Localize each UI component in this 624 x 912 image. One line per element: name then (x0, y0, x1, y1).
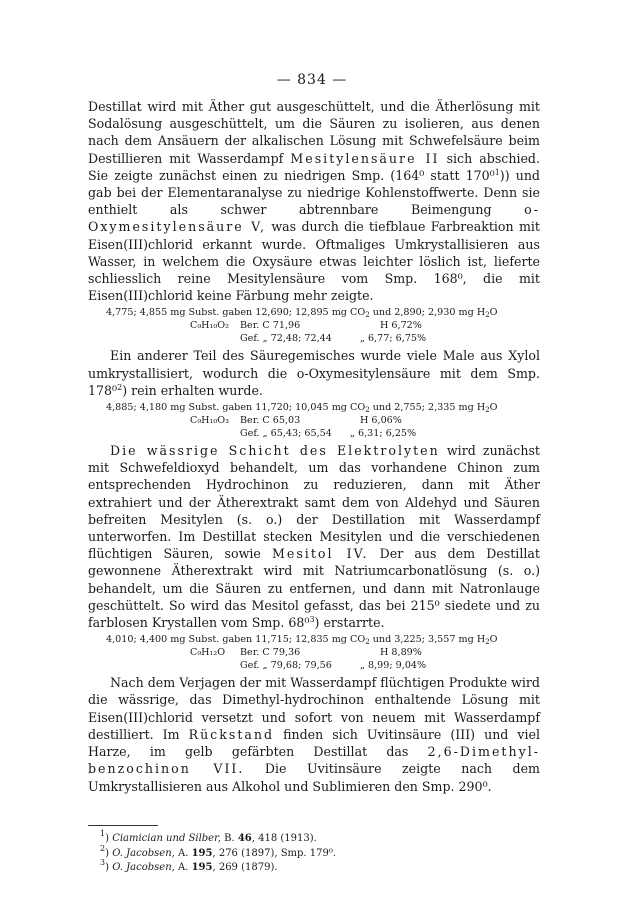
paragraph-2: Ein anderer Teil des Säuregemisches wurde viele Male aus Xylol umkrystallisiert, wodurch die o-Oxymesitylensäure mit dem Smp. 178⁰$^2$) rein erhalten wurde. (88, 348, 540, 398)
footnote-2: $^2$) O. Jacobsen, A. 195, 276 (1897), Smp. 179⁰. (100, 843, 337, 859)
footnote-divider (88, 825, 158, 826)
page-number: — 834 — (276, 72, 348, 88)
paragraph-4: Nach dem Verjagen der mit Wasserdampf flüchtigen Produkte wird die wässrige, das Dimethyl-hydrochinon enthaltende Lösung mit Eisen(III)chlorid versetzt und sofort von neuem mit Wasserdampf destilliert. Im Rückstand finden sich Uvitinsäure (III) und viel Harze, im gelb gefärbten Destillat das 2,6-Dimethyl-benzochinon VII. Die Uvitinsäure zeigte nach dem Umkrystallisieren aus Alkohol und Sublimieren den Smp. 290⁰. (88, 675, 540, 794)
footnote-1: $^1$) Ciamician und Silber, B. 46, 418 (1913). (100, 829, 317, 844)
body-text (88, 98, 540, 795)
footnote-3: $^3$) O. Jacobsen, A. 195, 269 (1879). (100, 858, 278, 874)
analysis-block-2: 4,885; 4,180 mg Subst. gaben 11,720; 10,045 mg $CO_2$ und 2,755; 2,335 mg $H_2O$ C₉H₁₀O₃ Ber. C 65,03 H 6,06% Gef. „ 65,43; 65,54 „ 6,31; 6,25% (106, 402, 498, 440)
analysis-block-3: 4,010; 4,400 mg Subst. gaben 11,715; 12,835 mg $CO_2$ und 3,225; 3,557 mg $H_2O$ C₉H₁₂O Ber. C 79,36 H 8,89% Gef. „ 79,68; 79,56 „ 8,99; 9,04% (106, 634, 498, 672)
footnotes (100, 829, 540, 876)
paragraph-1: Destillat wird mit Äther gut ausgeschüttelt, und die Ätherlösung mit Sodalösung ausgeschüttelt, um die Säuren zu isolieren, aus denen nach dem Ansäuern der alkalischen Lösung mit Schwefelsäure beim Destillieren mit Wasserdampf Mesitylensäure II sich abschied. Sie zeigte zunächst einen zu niedrigen Smp. (164⁰ statt 170⁰$^1$)) und gab bei der Elementaranalyse zu niedrige Kohlenstoffwerte. Denn sie enthielt als schwer abtrennbare Beimengung o-Oxymesitylensäure V, was durch die tiefblaue Farbreaktion mit Eisen(III)chlorid erkannt wurde. Oftmaliges Umkrystallisieren aus Wasser, in welchem die Oxysäure etwas leichter löslich ist, lieferte schliesslich reine Mesitylensäure vom Smp. 168⁰, die mit Eisen(III)chlorid keine Färbung mehr zeigte. (88, 99, 540, 304)
paragraph-3: Die wässrige Schicht des Elektrolyten wird zunächst mit Schwefeldioxyd behandelt, um das vorhandene Chinon zum entsprechenden Hydrochinon zu reduzieren, dann mit Äther extrahiert und der Ätherextrakt samt dem von Aldehyd und Säuren befreiten Mesitylen (s. o.) der Destillation mit Wasserdampf unterworfen. Im Destillat stecken Mesitylen und die verschiedenen flüchtigen Säuren, sowie Mesitol IV. Der aus dem Destillat gewonnene Ätherextrakt wird mit Natriumcarbonatlösung (s. o.) behandelt, um die Säuren zu entfernen, und dann mit Natronlauge geschüttelt. So wird das Mesitol gefasst, das bei 215⁰ siedete und zu farblosen Krystallen vom Smp. 68⁰$^3$) erstarrte. (88, 443, 540, 631)
analysis-block-1: 4,775; 4,855 mg Subst. gaben 12,690; 12,895 mg $CO_2$ und 2,890; 2,930 mg $H_2O$ C₉H₁₀O₂ Ber. C 71,96 H 6,72% Gef. „ 72,48; 72,44 „ 6,77; 6,75% (106, 307, 498, 345)
